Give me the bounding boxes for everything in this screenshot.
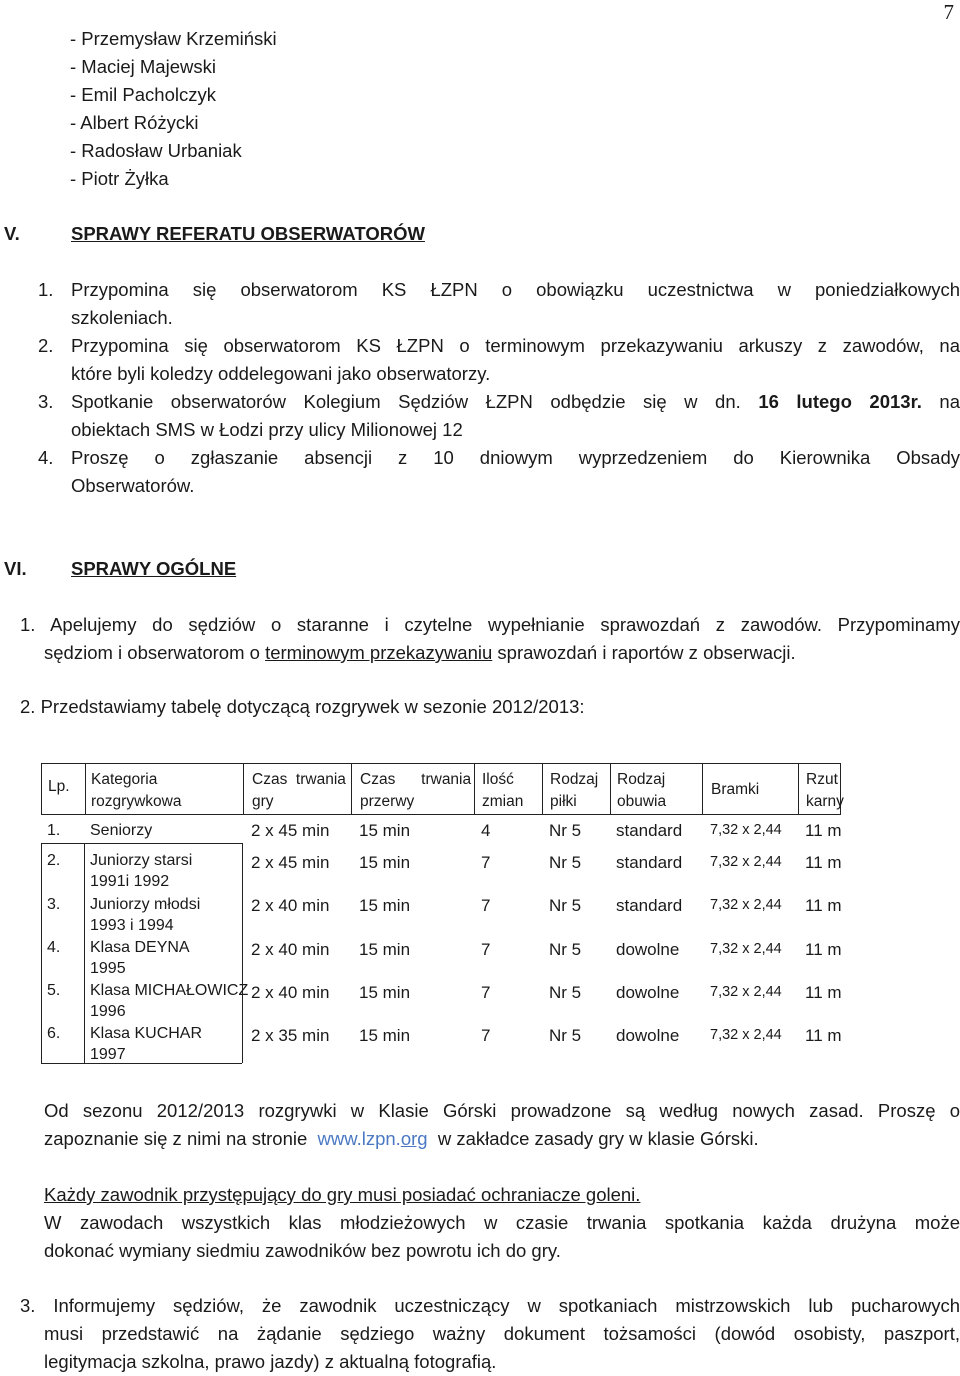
meeting-text: Spotkanie obserwatorów Kolegium Sędziów ŁZPN odbędzie się w dn. bbox=[71, 391, 759, 412]
cell-category-years: 1991i 1992 bbox=[90, 873, 170, 890]
cell-penalty: 11 m bbox=[805, 940, 842, 959]
cell-game-time: 2 x 45 min bbox=[251, 821, 330, 840]
cell-penalty: 11 m bbox=[805, 896, 842, 915]
cell-penalty: 11 m bbox=[805, 983, 842, 1002]
cell-footwear: standard bbox=[616, 853, 683, 872]
list-item-text: Przypomina się obserwatorom KS ŁZPN o terminowym przekazywaniu arkuszy z zawodów, na bbox=[71, 335, 960, 356]
cell-substitutions: 7 bbox=[481, 853, 491, 872]
list-item: - Maciej Majewski bbox=[70, 56, 216, 77]
cell-ball: Nr 5 bbox=[549, 1026, 582, 1045]
cell-footwear: dowolne bbox=[616, 983, 680, 1002]
cell-category-years: 1996 bbox=[90, 1003, 126, 1020]
cell-penalty: 11 m bbox=[805, 821, 842, 840]
cell-category-years: 1995 bbox=[90, 960, 126, 977]
gorski-text-end: w zakładce zasady gry w klasie Górski. bbox=[427, 1128, 759, 1149]
cell-footwear: standard bbox=[616, 896, 683, 915]
substitutions-line2: dokonać wymiany siedmiu zawodników bez powrotu ich do gry. bbox=[44, 1240, 561, 1261]
cell-category: Juniorzy starsi bbox=[90, 852, 193, 869]
cell-category: Juniorzy młodsi bbox=[90, 896, 201, 913]
meeting-date: 16 lutego 2013r. bbox=[758, 391, 922, 412]
cell-goals: 7,32 x 2,44 bbox=[710, 822, 782, 838]
header-footwear-2: obuwia bbox=[617, 793, 667, 810]
header-lp: Lp. bbox=[48, 778, 70, 795]
cell-substitutions: 7 bbox=[481, 1026, 491, 1045]
gorski-note-line1: Od sezonu 2012/2013 rozgrywki w Klasie Górski prowadzone są według nowych zasad. Proszę o bbox=[44, 1100, 960, 1121]
cell-break-time: 15 min bbox=[359, 1026, 411, 1045]
header-break-time: Czas trwania bbox=[360, 771, 472, 788]
cell-ball: Nr 5 bbox=[549, 940, 582, 959]
id-document-line1: 3. Informujemy sędziów, że zawodnik uczestniczący w spotkaniach mistrzowskich lub pucharowych bbox=[20, 1295, 960, 1316]
cell-category: Klasa DEYNA bbox=[90, 939, 190, 956]
list-item: - Przemysław Krzemiński bbox=[70, 28, 277, 49]
list-number: 3. bbox=[38, 391, 54, 412]
cell-footwear: dowolne bbox=[616, 1026, 680, 1045]
lzpn-link-tld[interactable]: org bbox=[400, 1128, 428, 1149]
header-penalty-2: karny bbox=[806, 793, 844, 810]
cell-lp: 2. bbox=[47, 852, 61, 869]
header-break-time-2: przerwy bbox=[360, 793, 415, 810]
list-number: 2. bbox=[38, 335, 54, 356]
meeting-text-end: na bbox=[921, 391, 960, 412]
list-number: 4. bbox=[38, 447, 54, 468]
section-v-number: V. bbox=[4, 223, 20, 244]
cell-game-time: 2 x 40 min bbox=[251, 940, 330, 959]
cell-lp: 6. bbox=[47, 1025, 61, 1042]
header-penalty: Rzut bbox=[806, 771, 838, 788]
cell-category-years: 1993 i 1994 bbox=[90, 917, 174, 934]
cell-break-time: 15 min bbox=[359, 983, 411, 1002]
cell-lp: 4. bbox=[47, 939, 61, 956]
section-vi-number: VI. bbox=[4, 558, 27, 579]
cell-game-time: 2 x 40 min bbox=[251, 983, 330, 1002]
cell-substitutions: 7 bbox=[481, 940, 491, 959]
list-item: - Emil Pacholczyk bbox=[70, 84, 216, 105]
cell-game-time: 2 x 35 min bbox=[251, 1026, 330, 1045]
cell-penalty: 11 m bbox=[805, 853, 842, 872]
section-v-title bbox=[71, 220, 425, 248]
list-number: 1. bbox=[38, 279, 54, 300]
cell-category: Klasa KUCHAR bbox=[90, 1025, 203, 1042]
list-item-text bbox=[71, 388, 960, 416]
header-category-2: rozgrywkowa bbox=[91, 793, 182, 810]
id-document-line2: musi przedstawić na żądanie sędziego ważny dokument tożsamości (dowód osobisty, paszport, bbox=[44, 1323, 960, 1344]
cell-goals: 7,32 x 2,44 bbox=[710, 1027, 782, 1043]
lzpn-link[interactable] bbox=[318, 1128, 428, 1149]
reports-underlined: terminowym przekazywaniu bbox=[265, 642, 493, 663]
lzpn-link-domain[interactable]: www.lzpn. bbox=[317, 1128, 401, 1149]
reports-text: sędziom i obserwatorom o bbox=[44, 642, 266, 663]
list-item-text: obiektach SMS w Łodzi przy ulicy Milionowej 12 bbox=[71, 419, 463, 440]
header-substitutions-2: zmian bbox=[482, 793, 524, 810]
reports-reminder-line2 bbox=[44, 639, 796, 667]
id-document-line3: legitymacja szkolna, prawo jazdy) z aktualną fotografią. bbox=[44, 1351, 497, 1372]
cell-ball: Nr 5 bbox=[549, 821, 582, 840]
cell-goals: 7,32 x 2,44 bbox=[710, 941, 782, 957]
header-game-time: Czas trwania bbox=[252, 771, 346, 788]
shin-guards-note: Każdy zawodnik przystępujący do gry musi posiadać ochraniacze goleni. bbox=[44, 1184, 641, 1205]
cell-game-time: 2 x 40 min bbox=[251, 896, 330, 915]
list-item-text: które byli koledzy oddelegowani jako obserwatorzy. bbox=[71, 363, 491, 384]
section-vi-title bbox=[71, 555, 236, 583]
cell-break-time: 15 min bbox=[359, 896, 411, 915]
cell-substitutions: 4 bbox=[481, 821, 491, 840]
list-item-text: szkoleniach. bbox=[71, 307, 173, 328]
cell-category-years: 1997 bbox=[90, 1046, 126, 1063]
cell-footwear: standard bbox=[616, 821, 683, 840]
header-game-time-2: gry bbox=[252, 793, 274, 810]
list-item-text: Proszę o zgłaszanie absencji z 10 dniowym wyprzedzeniem do Kierownika Obsady bbox=[71, 447, 960, 468]
table-intro: 2. Przedstawiamy tabelę dotyczącą rozgrywek w sezonie 2012/2013: bbox=[20, 696, 585, 717]
cell-ball: Nr 5 bbox=[549, 853, 582, 872]
cell-lp: 5. bbox=[47, 982, 61, 999]
cell-ball: Nr 5 bbox=[549, 983, 582, 1002]
cell-break-time: 15 min bbox=[359, 821, 411, 840]
cell-goals: 7,32 x 2,44 bbox=[710, 897, 782, 913]
page-number: 7 bbox=[943, 0, 954, 24]
cell-substitutions: 7 bbox=[481, 896, 491, 915]
cell-game-time: 2 x 45 min bbox=[251, 853, 330, 872]
cell-footwear: dowolne bbox=[616, 940, 680, 959]
header-goals: Bramki bbox=[711, 781, 760, 798]
list-item-text: Przypomina się obserwatorom KS ŁZPN o obowiązku uczestnictwa w poniedziałkowych bbox=[71, 279, 960, 300]
cell-substitutions: 7 bbox=[481, 983, 491, 1002]
section-v-title-text: SPRAWY REFERATU OBSERWATORÓW bbox=[71, 223, 425, 244]
reports-reminder-line1: 1. Apelujemy do sędziów o staranne i czytelne wypełnianie sprawozdań z zawodów. Przypominamy bbox=[20, 614, 960, 635]
list-item: - Radosław Urbaniak bbox=[70, 140, 242, 161]
list-item: - Piotr Żyłka bbox=[70, 168, 169, 189]
section-vi-title-text: SPRAWY OGÓLNE bbox=[71, 558, 237, 579]
cell-category: Seniorzy bbox=[90, 822, 153, 839]
cell-ball: Nr 5 bbox=[549, 896, 582, 915]
header-substitutions: Ilość bbox=[482, 771, 514, 788]
substitutions-line1: W zawodach wszystkich klas młodzieżowych w czasie trwania spotkania każda drużyna może bbox=[44, 1212, 960, 1233]
list-item-text: Obserwatorów. bbox=[71, 475, 195, 496]
cell-penalty: 11 m bbox=[805, 1026, 842, 1045]
cell-goals: 7,32 x 2,44 bbox=[710, 854, 782, 870]
header-ball: Rodzaj bbox=[550, 771, 599, 788]
reports-text-end: sprawozdań i raportów z obserwacji. bbox=[492, 642, 796, 663]
cell-category: Klasa MICHAŁOWICZ bbox=[90, 982, 249, 999]
cell-lp: 1. bbox=[47, 822, 61, 839]
cell-break-time: 15 min bbox=[359, 940, 411, 959]
list-item: - Albert Różycki bbox=[70, 112, 199, 133]
header-ball-2: piłki bbox=[550, 793, 577, 810]
cell-lp: 3. bbox=[47, 896, 61, 913]
cell-goals: 7,32 x 2,44 bbox=[710, 984, 782, 1000]
gorski-text: zapoznanie się z nimi na stronie bbox=[44, 1128, 318, 1149]
table-header bbox=[41, 763, 844, 815]
gorski-note-line2 bbox=[44, 1125, 759, 1153]
header-category: Kategoria bbox=[91, 771, 158, 788]
cell-break-time: 15 min bbox=[359, 853, 411, 872]
header-footwear: Rodzaj bbox=[617, 771, 666, 788]
